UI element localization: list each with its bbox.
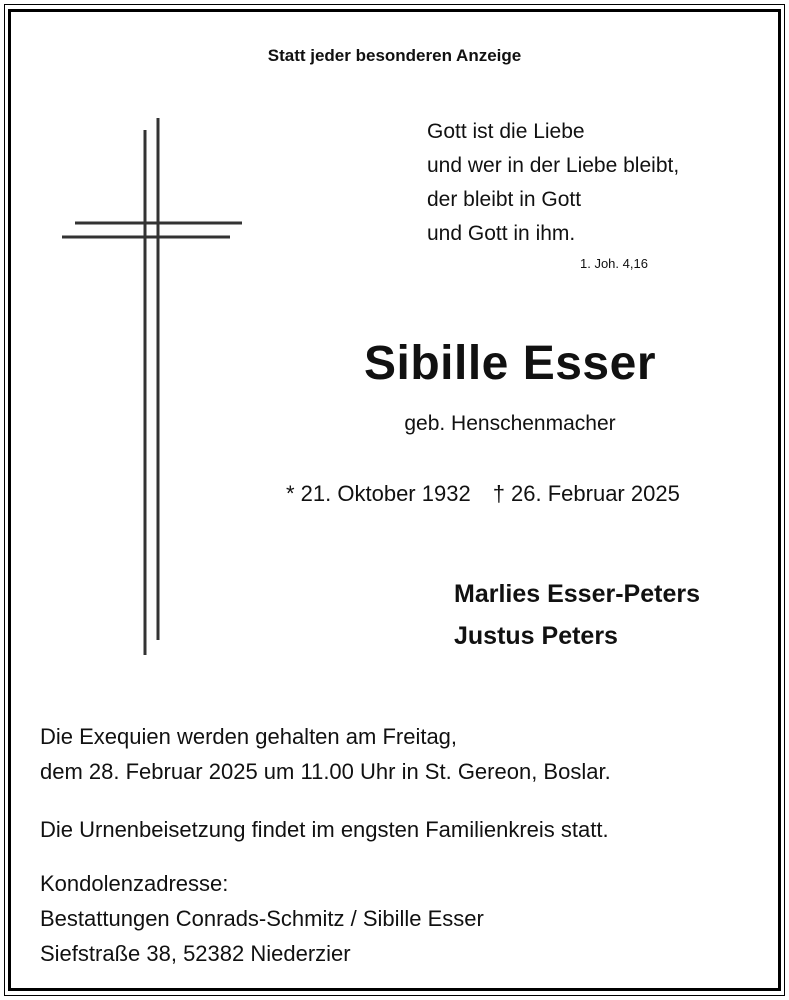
condolence-line: Siefstraße 38, 52382 Niederzier: [40, 941, 351, 966]
deceased-name: Sibille Esser: [364, 337, 656, 390]
mourner-name: Marlies Esser-Peters: [454, 580, 700, 608]
service-line: Die Exequien werden gehalten am Freitag,: [40, 724, 458, 749]
verse-reference: 1. Joh. 4,16: [580, 256, 648, 271]
burial-info: Die Urnenbeisetzung findet im engsten Familienkreis statt.: [40, 817, 609, 842]
mourners: [454, 573, 700, 657]
verse-line: und Gott in ihm.: [427, 222, 576, 245]
verse-line: der bleibt in Gott: [427, 188, 582, 211]
death-date: † 26. Februar 2025: [492, 481, 680, 506]
condolence-line: Kondolenzadresse:: [40, 871, 229, 896]
bible-verse: [427, 115, 679, 251]
verse-line: und wer in der Liebe bleibt,: [427, 154, 680, 177]
service-line: dem 28. Februar 2025 um 11.00 Uhr in St. Gereon, Boslar.: [40, 759, 611, 784]
condolence-line: Bestattungen Conrads-Schmitz / Sibille Esser: [40, 906, 484, 931]
verse-line: Gott ist die Liebe: [427, 120, 585, 143]
header-notice: Statt jeder besonderen Anzeige: [267, 46, 522, 65]
birth-date: * 21. Oktober 1932: [286, 481, 471, 506]
birth-name: geb. Henschenmacher: [404, 412, 616, 435]
mourner-name: Justus Peters: [454, 622, 618, 650]
life-dates: [286, 481, 680, 507]
condolence-address: [40, 866, 484, 971]
service-info: [40, 719, 611, 789]
